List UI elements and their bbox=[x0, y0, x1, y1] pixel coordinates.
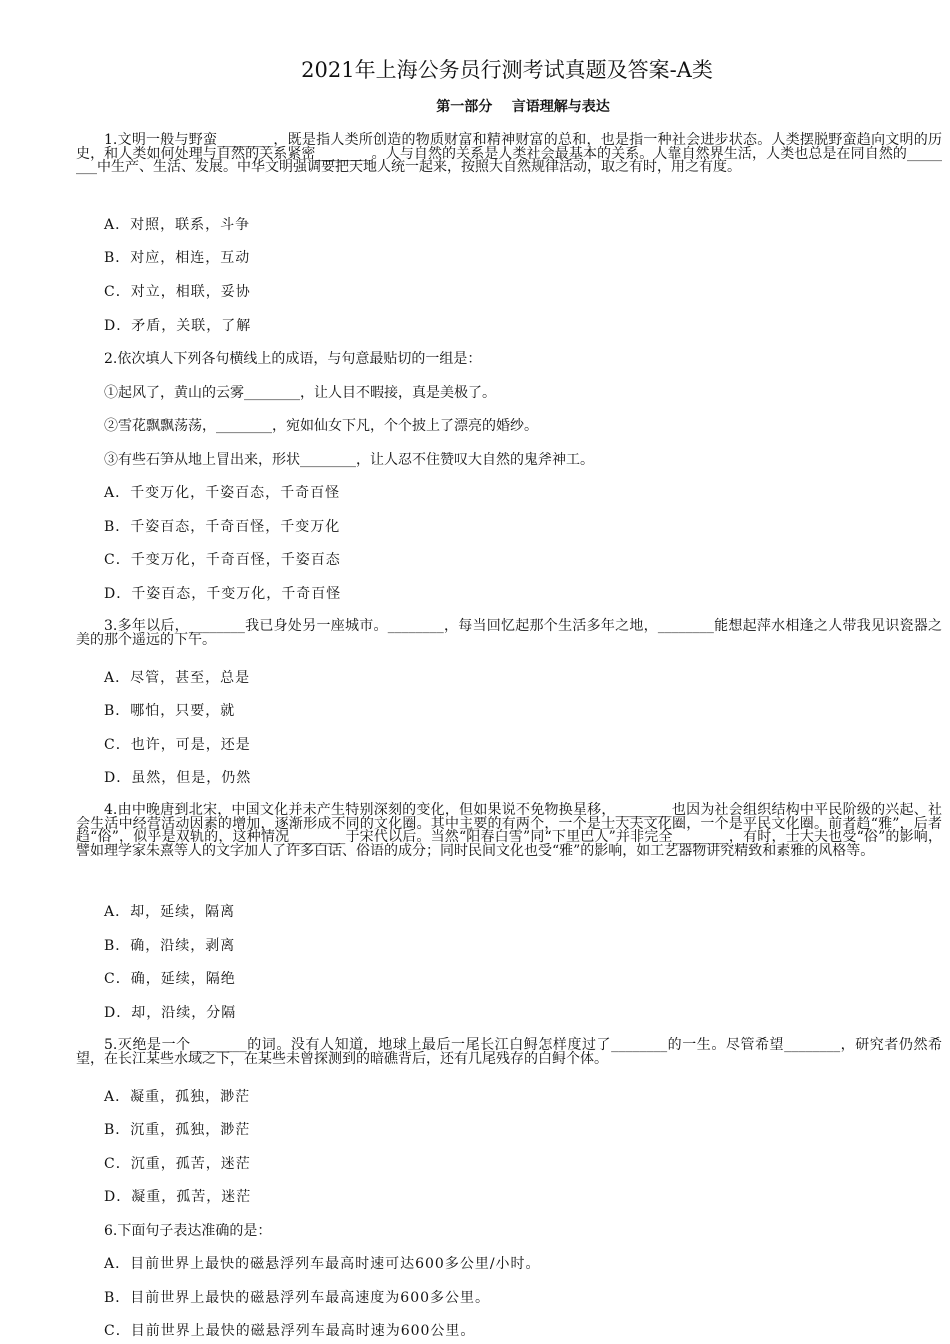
question-5-option-c: C．沉重，孤苦，迷茫 bbox=[104, 1156, 251, 1172]
question-2-sentence-3: ③有些石笋从地上冒出来，形状________，让人忍不住赞叹大自然的鬼斧神工。 bbox=[104, 452, 594, 468]
page-title: 2021年上海公务员行测考试真题及答案-A类 bbox=[301, 58, 713, 82]
question-5-stem: 5.灭绝是一个________的词。没有人知道，地球上最后一尾长江白鲟怎样度过了________的一生。尽管希望________，研究者仍然希望，在长江某些水域之下，在某些未曾探测到的暗礁背后，还有几尾残存的白鲟个体。 bbox=[76, 1037, 942, 1067]
question-1-option-c: C．对立，相联，妥协 bbox=[104, 284, 251, 300]
question-6-option-c: C．目前世界上最快的磁悬浮列车最高时速为600公里。 bbox=[104, 1323, 476, 1339]
question-2-option-d: D．千姿百态，千变万化，千奇百怪 bbox=[104, 586, 342, 602]
question-1-option-a: A．对照，联系，斗争 bbox=[104, 217, 251, 233]
question-6-stem: 6.下面句子表达准确的是： bbox=[104, 1223, 272, 1239]
question-2-option-a: A．千变万化，千姿百态，千奇百怪 bbox=[104, 485, 341, 501]
question-3-stem: 3.多年以后，________我已身处另一座城市。________，每当回忆起那个生活多年之地，________能想起萍水相逢之人带我见识瓷器之美的那个遥远的下午。 bbox=[76, 618, 942, 648]
question-2-stem: 2.依次填人下列各句横线上的成语，与句意最贴切的一组是： bbox=[104, 351, 482, 367]
question-6-option-b: B．目前世界上最快的磁悬浮列车最高速度为600多公里。 bbox=[104, 1290, 491, 1306]
question-3-option-d: D．虽然，但是，仍然 bbox=[104, 770, 252, 786]
question-4-option-b: B．确，沿续，剥离 bbox=[104, 938, 236, 954]
question-4-option-d: D．却，沿续，分隔 bbox=[104, 1005, 237, 1021]
question-3-option-a: A．尽管，甚至，总是 bbox=[104, 670, 251, 686]
question-6-option-a: A．目前世界上最快的磁悬浮列车最高时速可达600多公里/小时。 bbox=[104, 1256, 541, 1272]
question-2-sentence-2: ②雪花飘飘荡荡，________，宛如仙女下凡，个个披上了漂亮的婚纱。 bbox=[104, 418, 538, 434]
question-2-option-c: C．千变万化，千奇百怪，千姿百态 bbox=[104, 552, 341, 568]
question-3-option-b: B．哪怕，只要，就 bbox=[104, 703, 236, 719]
question-5-option-d: D．凝重，孤苦，迷茫 bbox=[104, 1189, 252, 1205]
question-5-option-a: A．凝重，孤独，渺茫 bbox=[104, 1089, 251, 1105]
question-1-option-d: D．矛盾，关联，了解 bbox=[104, 318, 252, 334]
question-3-option-c: C．也许，可是，还是 bbox=[104, 737, 251, 753]
question-1-option-b: B．对应，相连，互动 bbox=[104, 250, 251, 266]
question-2-sentence-1: ①起风了，黄山的云雾________，让人目不暇接，真是美极了。 bbox=[104, 385, 496, 401]
question-4-option-a: A．却，延续，隔离 bbox=[104, 904, 236, 920]
question-5-option-b: B．沉重，孤独，渺茫 bbox=[104, 1122, 251, 1138]
section-heading: 第一部分 言语理解与表达 bbox=[436, 99, 610, 115]
question-4-stem: 4.由中晚唐到北宋，中国文化并未产生特别深刻的变化，但如果说不免物换星移，________也因为社会组织结构中平民阶级的兴起、社会生活中经营活动因素的增加，逐渐形成不同的文化圈。其中主要的有两个，一个是士大夫文化圈，一个是平民文化圈。前者趋“雅”，后者趋“俗”，似乎是双轨的，这种情况________于宋代以后。当然“阳春白雪”同“下里巴人”并非完全________，有时，士大夫也受“俗”的影响，譬如理学家朱熹等人的文字加人了许多白话、俗语的成分；同时民间文化也受“雅”的影响，如工艺器物讲究精致和素雅的风格等。 bbox=[76, 802, 942, 859]
question-2-option-b: B．千姿百态，千奇百怪，千变万化 bbox=[104, 519, 341, 535]
question-4-option-c: C．确，延续，隔绝 bbox=[104, 971, 236, 987]
question-1-stem: 1.文明一般与野蛮________，既是指人类所创造的物质财富和精神财富的总和，也是指一种社会进步状态。人类摆脱野蛮趋向文明的历史，和人类如何处理与自然的关系紧密________。人与自然的关系是人类社会最基本的关系。人靠自然界生活，人类也总是在同自然的________中生产、生活、发展。中华文明强调要把天地人统一起来，按照大自然规律活动，取之有时，用之有度。 bbox=[76, 132, 942, 175]
